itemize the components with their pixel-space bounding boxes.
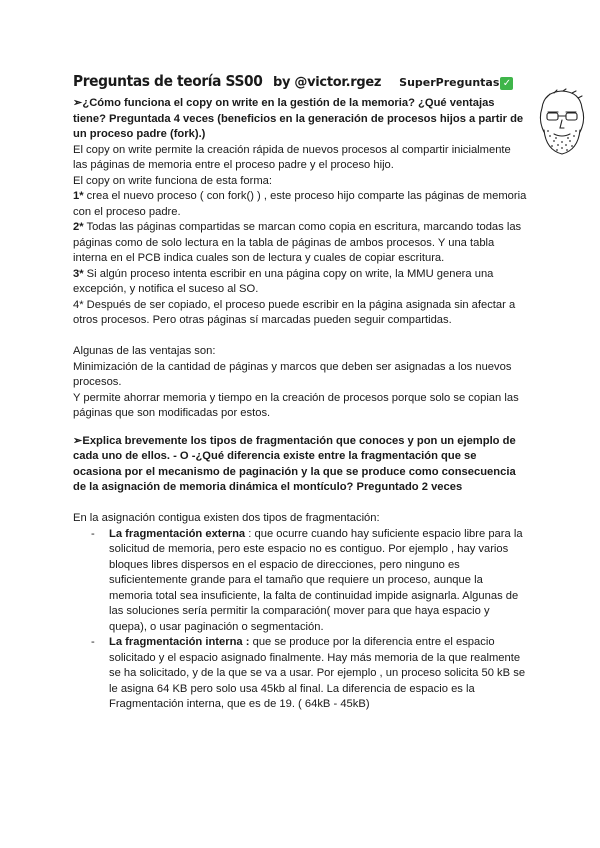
list-item: - La fragmentación externa : que ocurre cuando hay suficiente espacio libre para la solicitud de memoria, pero este espacio no es contiguo. Por ejemplo , hay varios bloques libres dispersos en el espacio de direcciones, pero ninguno es suficientemente grande para el tamaño que requiere un proceso, aunque la memoria total sea insuficiente, la falta de continuidad impide asignarla. Algunas de las soluciones sería permitir la comparación( mover para que haya espacio y quepa), o usar paginación o segmentación. [91, 527, 523, 633]
advantages-title: Algunas de las ventajas son: [73, 345, 216, 357]
header [73, 72, 528, 96]
step-number: 1* [73, 190, 84, 202]
step-4: 4* Después de ser copiado, el proceso puede escribir en la página asignada sin afectar a otros procesos. Pero otras páginas sí marcadas pueden seguir compartidas. [73, 298, 516, 326]
list-item: - La fragmentación interna : que se produce por la diferencia entre el espacio solicitado y el espacio asignado finalmente. Hay más memoria de la que realmente se ha solicitado, y de la que se va a usar. Por ejemplo , un proceso solicita 50 kB se le asigna 64 KB pero solo usa 45kb al final. La diferencia de espacio es la Fragmentación interna, que es de 19. ( 64kB - 45kB) [91, 636, 526, 710]
question-1: ➢¿Cómo funciona el copy on write en la gestión de la memoria? ¿Qué ventajas tiene? Preguntada 4 veces (beneficios en la generación de procesos hijos a partir de un proceso padre (fork).) [73, 97, 524, 140]
page-title: Preguntas de teoría SS00 [73, 72, 263, 90]
fragmentation-list [73, 527, 528, 713]
checkmark-icon: ✓ [500, 77, 513, 90]
document-page [73, 72, 528, 713]
step-3: 3* Si algún proceso intenta escribir en una página copy on write, la MMU genera una excepción, y notifica el suceso al SO. [73, 267, 494, 295]
term: La fragmentación externa [109, 527, 246, 540]
answer-paragraph: En la asignación contigua existen dos tipos de fragmentación: [73, 512, 380, 524]
author-avatar-sketch [532, 86, 592, 158]
step-number: 3* [73, 267, 84, 280]
brand-label: SuperPreguntas [399, 76, 500, 89]
question-2: ➢Explica brevemente los tipos de fragmentación que conoces y pon un ejemplo de cada uno de ellos. - O -¿Qué diferencia existe entre la fragmentación que se ocasiona por el mecanismo de paginación y la que se produce como consecuencia de la asignación de memoria dinámica el montículo? Preguntado 2 veces [73, 434, 516, 493]
answer-paragraph: El copy on write funciona de esta forma: [73, 174, 272, 187]
advantage-item: Y permite ahorrar memoria y tiempo en la creación de procesos porque solo se copian las páginas que son modificadas por estos. [73, 391, 519, 419]
step-number: 2* [73, 221, 84, 233]
step-2: 2* Todas las páginas compartidas se marcan como copia en escritura, marcando todas las páginas como de solo lectura en la tabla de páginas de ambos procesos. Y una tabla interna en el PCB indica cuales son de lectura y cuales de copiar escritura. [73, 221, 522, 264]
term: La fragmentación interna : [109, 636, 250, 648]
step-1: 1* crea el nuevo proceso ( con fork() ) , este proceso hijo comparte las páginas de memoria con el proceso padre. [73, 190, 527, 218]
author-credit: by @victor.rgez [272, 75, 382, 90]
answer-paragraph: El copy on write permite la creación rápida de nuevos procesos al compartir inicialmente las páginas de memoria entre el proceso padre y el proceso hijo. [73, 143, 511, 171]
advantage-item: Minimización de la cantidad de páginas y marcos que deben ser asignadas a los nuevos procesos. [73, 360, 512, 388]
